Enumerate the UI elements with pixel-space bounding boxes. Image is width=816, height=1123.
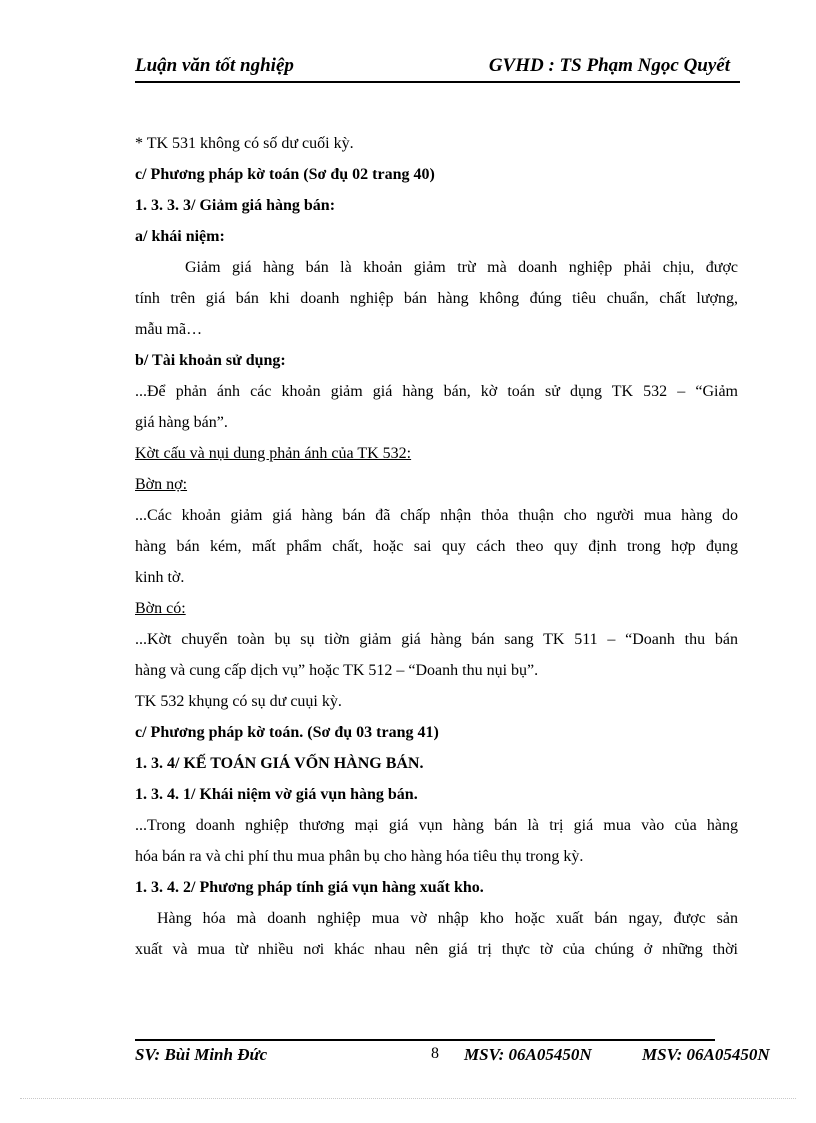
section-heading: 1. 3. 4. 2/ Phương pháp tính giá vụn hàng xuất kho.: [135, 879, 484, 896]
paragraph-line: ...Các khoản giảm giá hàng bán đã chấp nhận thỏa thuận cho người mua hàng do: [135, 507, 738, 524]
section-heading: 1. 3. 4/ KẾ TOÁN GIÁ VỐN HÀNG BÁN.: [135, 755, 424, 772]
paragraph-line: kinh tờ.: [135, 569, 185, 586]
footer-student-id-duplicate: MSV: 06A05450N: [642, 1045, 770, 1064]
paragraph-line: TK 532 khụng có sụ dư cuụi kỳ.: [135, 693, 342, 710]
paragraph-line: tính trên giá bán khi doanh nghiệp bán hàng không đúng tiêu chuẩn, chất lượng,: [135, 290, 738, 307]
section-heading: a/ khái niệm:: [135, 228, 225, 245]
paragraph-line: hàng bán kém, mất phẩm chất, hoặc sai quy cách theo quy định trong hợp đụng: [135, 538, 738, 555]
page-edge-divider: [20, 1098, 796, 1099]
section-heading: c/ Phương pháp kờ toán. (Sơ đụ 03 trang 41): [135, 724, 439, 741]
paragraph-line: hàng và cung cấp dịch vụ” hoặc TK 512 – “Doanh thu nụi bụ”.: [135, 662, 539, 679]
section-heading: 1. 3. 4. 1/ Khái niệm vờ giá vụn hàng bán.: [135, 786, 418, 803]
text-line: * TK 531 không có số dư cuối kỳ.: [135, 135, 354, 152]
header-thesis-title: Luận văn tốt nghiệp: [135, 55, 294, 76]
underlined-text: Bờn có:: [135, 600, 186, 617]
paragraph-line: giá hàng bán”.: [135, 414, 228, 431]
section-heading: 1. 3. 3. 3/ Giảm giá hàng bán:: [135, 197, 336, 214]
page-number: 8: [431, 1045, 439, 1062]
paragraph-line: Hàng hóa mà doanh nghiệp mua vờ nhập kho hoặc xuất bán ngay, được sản: [157, 910, 738, 927]
paragraph-line: ...Kờt chuyển toàn bụ sụ tiờn giảm giá hàng bán sang TK 511 – “Doanh thu bán: [135, 631, 738, 648]
paragraph-line: xuất và mua từ nhiều nơi khác nhau nên giá trị thực tờ của chúng ở những thời: [135, 941, 738, 958]
underlined-text: Bờn nợ:: [135, 476, 188, 493]
underlined-subheading: [135, 438, 738, 469]
paragraph-line: ...Để phản ánh các khoản giảm giá hàng bán, kờ toán sử dụng TK 532 – “Giảm: [135, 383, 738, 400]
footer-student-name: SV: Bùi Minh Đức: [135, 1045, 268, 1064]
section-heading: b/ Tài khoản sử dụng:: [135, 352, 286, 369]
footer-student-id: MSV: 06A05450N: [464, 1045, 592, 1064]
paragraph-line: ...Trong doanh nghiệp thương mại giá vụn hàng bán là trị giá mua vào của hàng: [135, 817, 738, 834]
paragraph-line: hóa bán ra và chi phí thu mua phân bụ cho hàng hóa tiêu thụ trong kỳ.: [135, 848, 584, 865]
underlined-subheading: [135, 469, 738, 500]
document-body: [135, 128, 738, 965]
underlined-text: Kờt cấu và nụi dung phản ánh của TK 532:: [135, 445, 412, 462]
underlined-subheading: [135, 593, 738, 624]
section-heading: c/ Phương pháp kờ toán (Sơ đụ 02 trang 40): [135, 166, 435, 183]
paragraph-line: Giảm giá hàng bán là khoản giảm trừ mà doanh nghiệp phải chịu, được: [185, 259, 738, 276]
header-supervisor: GVHD : TS Phạm Ngọc Quyết: [488, 55, 730, 76]
paragraph-line: mẫu mã…: [135, 321, 203, 338]
page-header: [135, 55, 740, 83]
footer-rule: [135, 1039, 715, 1041]
